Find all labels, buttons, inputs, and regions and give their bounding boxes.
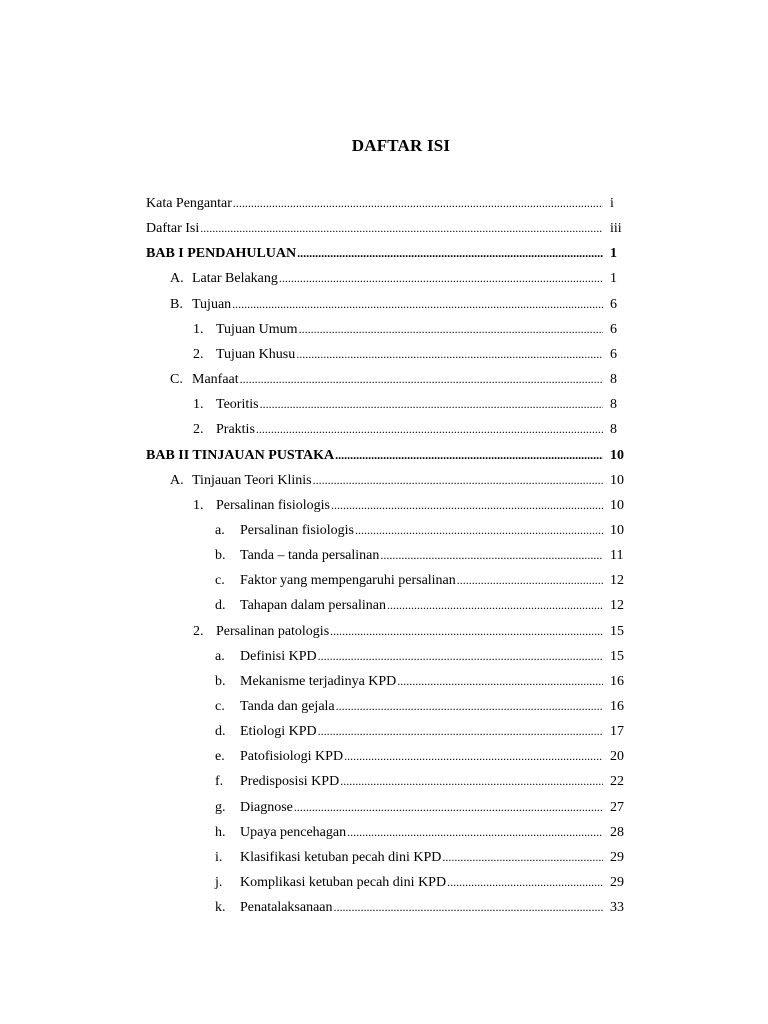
dot-leader bbox=[334, 895, 603, 920]
dot-leader bbox=[256, 417, 603, 442]
toc-entry-marker: f. bbox=[215, 774, 224, 790]
toc-entry-marker: B. bbox=[170, 296, 183, 312]
toc-entry-title: Kata Pengantar bbox=[146, 196, 232, 211]
toc-entry-title: Tanda – tanda persalinan bbox=[240, 548, 380, 564]
toc-entry-marker: 2. bbox=[193, 346, 204, 362]
toc-entry[interactable] bbox=[215, 769, 624, 794]
toc-entry-title: Persalinan fisiologis bbox=[216, 497, 330, 513]
toc-entry-page-number: 8 bbox=[610, 422, 617, 438]
toc-entry-title: Komplikasi ketuban pecah dini KPD bbox=[240, 875, 447, 891]
toc-entry[interactable] bbox=[193, 342, 617, 367]
page-title: DAFTAR ISI bbox=[351, 136, 451, 155]
dot-leader bbox=[347, 820, 603, 845]
toc-entry-title: Patofisiologi KPD bbox=[240, 749, 344, 765]
toc-entry[interactable] bbox=[215, 644, 624, 669]
toc-entry-marker: b. bbox=[215, 548, 226, 564]
toc-entry[interactable] bbox=[215, 568, 624, 593]
toc-entry-marker: d. bbox=[215, 598, 226, 614]
toc-entry[interactable] bbox=[215, 593, 624, 618]
toc-entry[interactable] bbox=[170, 367, 617, 392]
toc-entry-marker: 2. bbox=[193, 623, 204, 639]
dot-leader bbox=[232, 292, 603, 317]
toc-entry-page-number: 10 bbox=[610, 472, 624, 488]
dot-leader bbox=[330, 619, 603, 644]
toc-entry-page-number: 17 bbox=[610, 724, 624, 740]
toc-entry-page-number: 15 bbox=[610, 648, 624, 664]
toc-entry[interactable] bbox=[193, 317, 617, 342]
toc-entry-title: Manfaat bbox=[192, 372, 239, 388]
toc-entry-title: Mekanisme terjadinya KPD bbox=[240, 673, 397, 689]
toc-entry[interactable] bbox=[170, 266, 617, 291]
toc-entry-title: Persalinan patologis bbox=[216, 623, 330, 639]
toc-entry-marker: a. bbox=[215, 522, 225, 538]
toc-entry-page-number: 12 bbox=[610, 573, 624, 589]
toc-entry[interactable] bbox=[215, 744, 624, 769]
toc-entry[interactable] bbox=[193, 493, 624, 518]
toc-entry-title: Tinjauan Teori Klinis bbox=[192, 472, 312, 488]
dot-leader bbox=[355, 518, 603, 543]
dot-leader bbox=[457, 568, 603, 593]
toc-entry-marker: g. bbox=[215, 799, 226, 815]
toc-entry-title: Latar Belakang bbox=[192, 271, 278, 287]
toc-entry-title: Upaya pencehagan bbox=[240, 824, 347, 840]
dot-leader bbox=[294, 795, 603, 820]
toc-entry[interactable] bbox=[215, 845, 624, 870]
toc-entry-title: Tujuan bbox=[192, 296, 232, 312]
dot-leader bbox=[380, 543, 603, 568]
toc-entry[interactable] bbox=[215, 518, 624, 543]
dot-leader bbox=[200, 216, 603, 241]
toc-entry-page-number: 15 bbox=[610, 623, 624, 639]
toc-entry-page-number: 6 bbox=[610, 321, 617, 337]
toc-entry-title: Tahapan dalam persalinan bbox=[240, 598, 386, 614]
toc-entry-page-number: 28 bbox=[610, 824, 624, 840]
toc-entry-title: Klasifikasi ketuban pecah dini KPD bbox=[240, 849, 442, 865]
toc-entry-page-number: 33 bbox=[610, 900, 624, 916]
dot-leader bbox=[233, 191, 603, 216]
toc-entry-title: BAB II TINJAUAN PUSTAKA bbox=[146, 447, 335, 463]
toc-entry-page-number: 10 bbox=[610, 522, 624, 538]
toc-entry-marker: k. bbox=[215, 900, 226, 916]
toc-entry-title: Faktor yang mempengaruhi persalinan bbox=[240, 573, 456, 589]
toc-entry-page-number: 22 bbox=[610, 774, 624, 790]
toc-entry-marker: b. bbox=[215, 673, 226, 689]
toc-entry-marker: d. bbox=[215, 724, 226, 740]
dot-leader bbox=[387, 593, 603, 618]
dot-leader bbox=[344, 744, 603, 769]
dot-leader bbox=[331, 493, 603, 518]
toc-entry-marker: c. bbox=[215, 573, 225, 589]
toc-entry-page-number: 10 bbox=[610, 497, 624, 513]
toc-entry-page-number: 6 bbox=[610, 346, 617, 362]
toc-entry-page-number: 12 bbox=[610, 598, 624, 614]
toc-entry-page-number: 8 bbox=[610, 397, 617, 413]
toc-entry-title: Daftar Isi bbox=[146, 221, 200, 237]
toc-entry-title: Tujuan Khusu bbox=[216, 346, 296, 362]
toc-entry[interactable] bbox=[215, 795, 624, 820]
toc-entry-title: Definisi KPD bbox=[240, 648, 317, 664]
toc-entry-marker: A. bbox=[170, 271, 184, 287]
toc-entry-page-number: 20 bbox=[610, 749, 624, 765]
toc-entry-marker: 2. bbox=[193, 422, 204, 438]
toc-entry[interactable] bbox=[170, 292, 617, 317]
toc-entry-title: Praktis bbox=[216, 422, 255, 438]
toc-entry[interactable] bbox=[215, 719, 624, 744]
toc-entry[interactable] bbox=[215, 543, 624, 568]
dot-leader bbox=[397, 669, 603, 694]
dot-leader bbox=[318, 644, 603, 669]
dot-leader bbox=[297, 241, 603, 266]
toc-entry-marker: i. bbox=[215, 849, 223, 865]
toc-entry-title: Etiologi KPD bbox=[240, 724, 317, 740]
toc-entry-marker: 1. bbox=[193, 397, 204, 413]
toc-entry-marker: A. bbox=[170, 472, 184, 488]
toc-entry[interactable] bbox=[193, 392, 617, 417]
dot-leader bbox=[299, 317, 603, 342]
dot-leader bbox=[296, 342, 603, 367]
toc-entry-marker: j. bbox=[215, 875, 223, 891]
toc-entry-page-number: 11 bbox=[610, 548, 624, 564]
toc-entry-page-number: 8 bbox=[610, 372, 617, 388]
toc-entry[interactable] bbox=[193, 619, 624, 644]
toc-entry-marker: 1. bbox=[193, 497, 204, 513]
toc-entry-page-number: iii bbox=[610, 221, 622, 237]
toc-entry[interactable] bbox=[170, 468, 624, 493]
toc-entry[interactable] bbox=[215, 694, 624, 719]
dot-leader bbox=[340, 769, 603, 794]
toc-entry-title: BAB I PENDAHULUAN bbox=[146, 246, 297, 262]
toc-entry-title: Predisposisi KPD bbox=[240, 774, 340, 790]
toc-entry-title: Penatalaksanaan bbox=[240, 900, 333, 916]
toc-entry-page-number: 10 bbox=[610, 447, 624, 463]
dot-leader bbox=[442, 845, 603, 870]
toc-entry[interactable] bbox=[215, 820, 624, 845]
toc-entry-marker: a. bbox=[215, 648, 225, 664]
toc-entry[interactable] bbox=[215, 895, 624, 920]
dot-leader bbox=[260, 392, 603, 417]
dot-leader bbox=[336, 694, 603, 719]
toc-entry-page-number: 29 bbox=[610, 849, 624, 865]
toc-entry-marker: C. bbox=[170, 372, 183, 388]
dot-leader bbox=[279, 266, 603, 291]
toc-entry-page-number: 1 bbox=[610, 271, 617, 287]
toc-entry-marker: c. bbox=[215, 699, 225, 714]
toc-entry[interactable] bbox=[146, 241, 617, 266]
dot-leader bbox=[318, 719, 603, 744]
toc-entry-title: Tujuan Umum bbox=[216, 321, 298, 337]
toc-entry-title: Teoritis bbox=[216, 397, 259, 413]
toc-entry[interactable] bbox=[146, 191, 614, 216]
toc-entry-page-number: 6 bbox=[610, 296, 617, 312]
toc-entry-marker: 1. bbox=[193, 321, 204, 337]
toc-entry-title: Tanda dan gejala bbox=[240, 699, 335, 714]
toc-entry-page-number: 27 bbox=[610, 799, 624, 815]
toc-entry-marker: h. bbox=[215, 824, 226, 840]
toc-entry-title: Persalinan fisiologis bbox=[240, 522, 354, 538]
toc-entry-page-number: i bbox=[610, 196, 614, 211]
dot-leader bbox=[313, 468, 603, 493]
toc-entry[interactable] bbox=[215, 669, 624, 694]
dot-leader bbox=[335, 443, 603, 468]
toc-entry[interactable] bbox=[146, 216, 622, 241]
toc-entry[interactable] bbox=[146, 443, 624, 468]
toc-entry-page-number: 29 bbox=[610, 875, 624, 891]
toc-entry-page-number: 1 bbox=[610, 246, 617, 262]
toc-entry[interactable] bbox=[215, 870, 624, 895]
toc-entry-marker: e. bbox=[215, 749, 225, 765]
dot-leader bbox=[240, 367, 603, 392]
toc-entry-page-number: 16 bbox=[610, 673, 624, 689]
dot-leader bbox=[447, 870, 603, 895]
toc-entry-title: Diagnose bbox=[240, 799, 293, 815]
toc-entry[interactable] bbox=[193, 417, 617, 442]
toc-entry-page-number: 16 bbox=[610, 699, 624, 714]
